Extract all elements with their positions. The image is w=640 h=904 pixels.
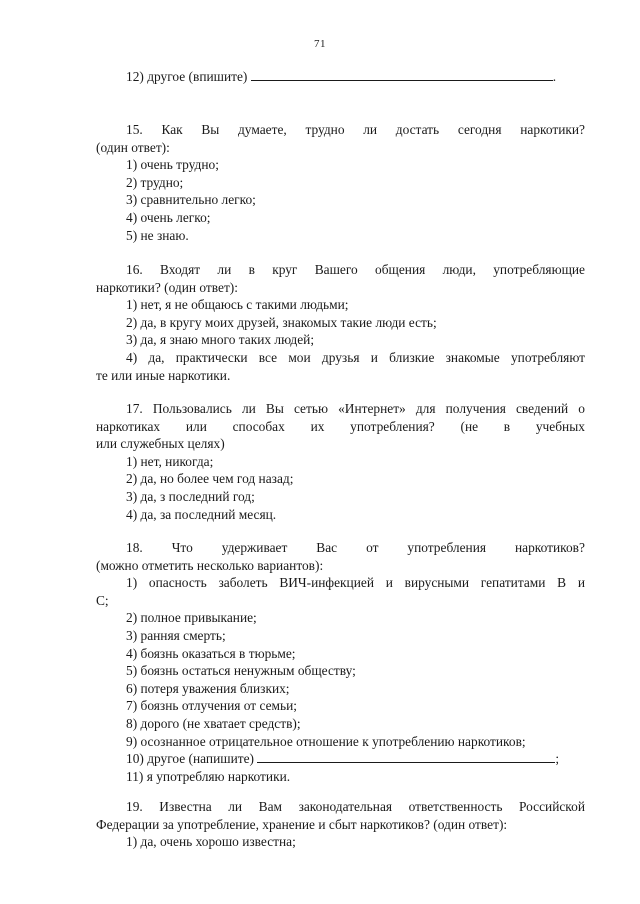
word: их [310,418,325,434]
answer-option: 9) осознанное отрицательное отношение к употреблению наркотиков; [126,733,526,749]
word: способах [232,418,285,434]
answer-option: 3) да, з последний год; [126,488,255,504]
answer-option: 8) дорого (не хватает средств); [126,715,301,731]
question-18-note: (можно отметить несколько вариантов): [96,557,324,573]
word: удерживает [221,540,288,555]
question-17-block [96,400,585,523]
question-15-title: 15. Как Вы думаете, трудно ли достать сегодня наркотики? [126,122,585,137]
question-16-title: 16. Входят ли в круг Вашего общения люди, употребляющие [126,262,585,277]
question-15-note: (один ответ): [96,139,170,155]
word: в [503,418,511,434]
question-15-block [96,121,585,244]
answer-option: 3) сравнительно легко; [126,192,256,208]
word: наркотиках [96,418,161,434]
answer-option: 4) очень легко; [126,209,211,225]
answer-option: 1) да, очень хорошо известна; [126,834,296,850]
question-12-text: 12) другое (впишите) [126,69,248,84]
answer-option: 2) трудно; [126,174,184,190]
line-end: . [552,69,557,84]
question-18-block [96,539,585,785]
answer-option: 4) да, за последний месяц. [126,506,277,522]
answer-option: 4) да, практически все мои друзья и близкие знакомые употребляют [126,349,585,365]
answer-option: 1) нет, никогда; [126,453,214,469]
answer-option-text: 10) другое (напишите) [126,751,254,767]
answer-option-10 [96,750,585,768]
answer-option-continuation: С; [96,592,109,608]
word: наркотиков? [515,540,585,555]
answer-option-continuation: те или иные наркотики. [96,367,231,383]
answer-option: 11) я употребляю наркотики. [126,768,291,784]
page-number: 71 [314,38,326,50]
line-end: ; [555,751,560,767]
answer-option: 6) потеря уважения близких; [126,680,290,696]
word: от [366,540,379,555]
question-16-block [96,261,585,384]
question-18-title [96,539,585,557]
question-17-note: или служебных целях) [96,436,225,452]
answer-blank[interactable] [251,68,553,81]
answer-option: 2) полное привыкание; [126,610,257,626]
answer-blank[interactable] [257,750,555,763]
answer-option: 2) да, в кругу моих друзей, знакомых такие люди есть; [126,314,437,330]
question-12-line [96,68,585,86]
answer-option: 3) ранняя смерть; [126,627,226,643]
answer-option: 1) опасность заболеть ВИЧ-инфекцией и вирусными гепатитами В и [126,575,585,591]
answer-option: 5) не знаю. [126,227,189,243]
answer-option: 5) боязнь остаться ненужным обществу; [126,663,356,679]
word: учебных [535,418,585,434]
word: (не [460,418,479,434]
answer-option: 3) да, я знаю много таких людей; [126,332,315,348]
answer-option: 1) нет, я не общаюсь с такими людьми; [126,297,349,313]
word: или [185,418,207,434]
question-17-title-continued [96,418,585,436]
question-19-block [96,798,585,851]
word: употребления? [350,418,435,434]
question-19-title-continued: Федерации за употребление, хранение и сбыт наркотиков? (один ответ): [96,816,508,832]
answer-option: 1) очень трудно; [126,157,219,173]
question-19-title: 19. Известна ли Вам законодательная ответственность Российской [126,799,585,814]
word: употребления [407,540,487,555]
answer-option: 4) боязнь оказаться в тюрьме; [126,645,296,661]
word: Что [171,540,193,555]
answer-option: 2) да, но более чем год назад; [126,471,294,487]
question-16-note: наркотики? (один ответ): [96,279,238,295]
word: Вас [316,540,338,555]
word: 18. [126,540,143,555]
question-12-block [96,68,585,86]
answer-option: 7) боязнь отлучения от семьи; [126,698,297,714]
question-17-title: 17. Пользовались ли Вы сетью «Интернет» для получения сведений о [126,401,585,416]
